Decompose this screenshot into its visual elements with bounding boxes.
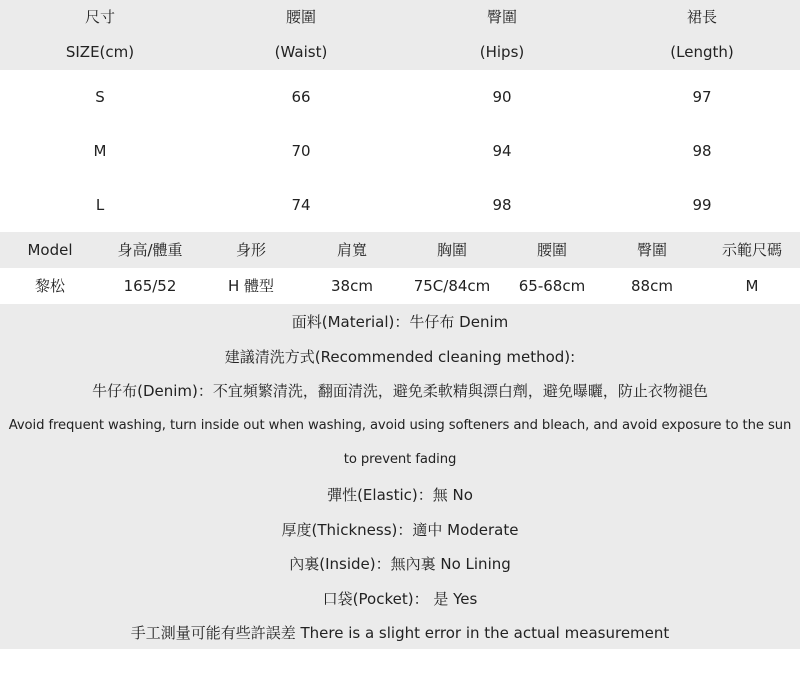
model-waist: 65-68cm: [518, 277, 586, 295]
cleaning-title: 建議清洗方式(Recommended cleaning method):: [224, 347, 576, 366]
header-height-weight: 身高/體重: [117, 241, 183, 259]
cleaning-cn-text: 牛仔布(Denim)：不宜頻繁清洗，翻面清洗，避免柔軟精與漂白劑，避免曝曬，防止衣物褪色: [92, 382, 708, 401]
model-size-worn: M: [745, 277, 759, 295]
size-cell: S: [95, 88, 105, 106]
model-bust: 75C/84cm: [413, 277, 491, 295]
header-waist-en: (Waist): [274, 43, 328, 61]
model-name: 黎松: [34, 277, 65, 295]
length-cell: 98: [692, 142, 712, 160]
header-waist-cn: 腰圍: [285, 8, 316, 26]
header-model: Model: [27, 241, 73, 259]
pocket-text: 口袋(Pocket)： 是 Yes: [322, 589, 478, 608]
header-row-cn: [0, 0, 800, 35]
length-cell: 97: [692, 88, 712, 106]
size-table-body: [0, 70, 800, 232]
size-cell: L: [95, 196, 105, 214]
header-row-en: [0, 35, 800, 70]
header-length-cn: 裙長: [686, 8, 717, 26]
model-height-weight: 165/52: [123, 277, 177, 295]
waist-cell: 66: [291, 88, 311, 106]
header-size-worn: 示範尺碼: [721, 241, 782, 259]
product-info: [0, 304, 800, 649]
header-hips: 臀圍: [636, 241, 667, 259]
cleaning-en-text: Avoid frequent washing, turn inside out when washing, avoid using softeners and bleach, and avoid exposure to the sun: [8, 417, 792, 433]
size-cell: M: [93, 142, 107, 160]
waist-cell: 70: [291, 142, 311, 160]
header-hips-cn: 臀圍: [486, 8, 517, 26]
model-body-shape: H 體型: [227, 277, 275, 295]
cleaning-en-text-cont: to prevent fading: [343, 452, 457, 468]
inside-text: 內裏(Inside)：無內裏 No Lining: [289, 555, 511, 574]
header-hips-en: (Hips): [479, 43, 525, 61]
table-row: [0, 70, 800, 124]
thickness-text: 厚度(Thickness)：適中 Moderate: [281, 520, 519, 539]
material-text: 面料(Material)：牛仔布 Denim: [291, 313, 509, 331]
header-size-cn: 尺寸: [84, 8, 115, 26]
model-table-header: [0, 232, 800, 268]
hips-cell: 90: [492, 88, 512, 106]
table-row: [0, 268, 800, 304]
elastic-text: 彈性(Elastic)：無 No: [327, 485, 473, 504]
header-body-shape: 身形: [235, 241, 266, 259]
header-shoulder: 肩寬: [336, 241, 367, 259]
table-row: [0, 124, 800, 178]
size-table-header: [0, 0, 800, 70]
header-size-en: SIZE(cm): [65, 43, 135, 61]
table-row: [0, 178, 800, 232]
header-waist: 腰圍: [536, 241, 567, 259]
header-bust: 胸圍: [436, 241, 467, 259]
model-hips: 88cm: [631, 277, 673, 295]
size-table: [0, 0, 800, 232]
hips-cell: 94: [492, 142, 512, 160]
hips-cell: 98: [492, 196, 512, 214]
length-cell: 99: [692, 196, 712, 214]
measurement-note: 手工測量可能有些許誤差 There is a slight error in the actual measurement: [130, 624, 670, 643]
waist-cell: 74: [291, 196, 311, 214]
header-length-en: (Length): [670, 43, 734, 61]
model-table: [0, 232, 800, 304]
model-shoulder: 38cm: [331, 277, 373, 295]
